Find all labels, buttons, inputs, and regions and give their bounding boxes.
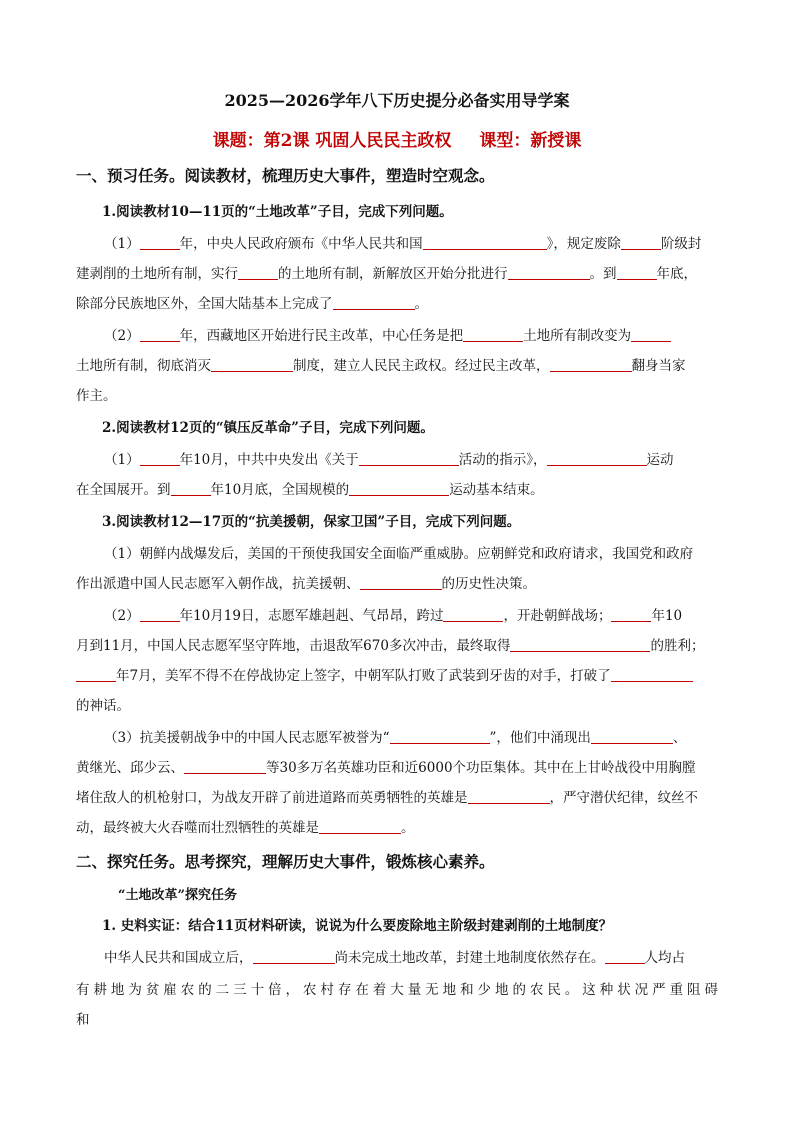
blank[interactable] [508, 265, 590, 280]
q3-p3-line4: 动，最终被大火吞噬而壮烈牺牲的英雄是 。 [76, 820, 415, 836]
sec2-line2: 有耕地为贫雇农的二三十倍，农村存在着大量无地和少地的农民。这种状况严重阻碍 [76, 982, 718, 998]
blank[interactable] [76, 667, 116, 682]
q3-title: 3.阅读教材12—17页的“抗美援朝，保家卫国”子目，完成下列问题。 [102, 514, 521, 530]
blank[interactable] [510, 637, 650, 652]
blank[interactable] [140, 451, 180, 466]
blank[interactable] [333, 295, 415, 310]
q3-p2-line4: 的神话。 [76, 698, 130, 714]
blank[interactable] [319, 819, 401, 834]
q3-p2-line1: （2） 年10月19日，志愿军雄赳赳、气昂昂，跨过 ，开赴朝鲜战场； 年10 [104, 608, 683, 624]
blank[interactable] [423, 235, 547, 250]
q2-title: 2.阅读教材12页的“镇压反革命”子目，完成下列问题。 [102, 420, 434, 436]
blank[interactable] [253, 949, 335, 964]
blank[interactable] [443, 607, 503, 622]
q1-p2-line2: 土地所有制，彻底消灭 制度，建立人民民主政权。经过民主改革， 翻身当家 [76, 358, 686, 374]
blank[interactable] [140, 327, 180, 342]
blank[interactable] [631, 327, 671, 342]
q3-p2-line2: 月到11月，中国人民志愿军坚守阵地，击退敌军670多次冲击，最终取得 的胜利； [76, 638, 705, 654]
blank[interactable] [390, 729, 490, 744]
q3-p3-line2: 黄继光、邱少云、 等30多万名英雄功臣和近6000个功臣集体。其中在上甘岭战役中用胸膛 [76, 760, 696, 776]
blank[interactable] [359, 451, 459, 466]
q3-p1-line2: 作出派遣中国人民志愿军入朝作战，抗美援朝、 的历史性决策。 [76, 576, 536, 592]
blank[interactable] [611, 607, 651, 622]
q1-p1-line3: 除部分民族地区外，全国大陆基本上完成了 。 [76, 296, 428, 312]
lesson-title: 课题：第2课 巩固人民民主政权 [212, 131, 452, 151]
blank[interactable] [605, 949, 645, 964]
sec2-line1: 中华人民共和国成立后， 尚未完成土地改革，封建土地制度依然存在。 人均占 [104, 950, 685, 966]
q1-title: 1.阅读教材10—11页的“土地改革”子目，完成下列问题。 [102, 204, 453, 220]
sec2-line3: 和 [76, 1012, 90, 1028]
doc-title: 2025—2026学年八下历史提分必备实用导学案 [224, 91, 570, 110]
q1-p1-line2: 建剥削的土地所有制，实行 的土地所有制，新解放区开始分批进行 。到 年底， [76, 266, 697, 282]
blank[interactable] [550, 357, 632, 372]
doc-subtitle [0, 126, 794, 151]
section-1-heading: 一、预习任务。阅读教材，梳理历史大事件，塑造时空观念。 [76, 166, 495, 185]
blank[interactable] [349, 481, 449, 496]
blank[interactable] [360, 575, 442, 590]
blank[interactable] [171, 481, 211, 496]
blank[interactable] [621, 235, 661, 250]
q2-line1: （1） 年10月，中共中央发出《关于 活动的指示》， 运动 [104, 452, 674, 468]
blank[interactable] [611, 667, 693, 682]
q1-p2-line1: （2） 年，西藏地区开始进行民主改革，中心任务是把 土地所有制改变为 [104, 324, 671, 344]
q1-p1-line1: （1） 年，中央人民政府颁布《中华人民共和国 》，规定废除 阶级封 [104, 236, 702, 252]
q2-line2: 在全国展开。到 年10月底，全国规模的 运动基本结束。 [76, 482, 544, 498]
sec2-subheading: “土地改革”探究任务 [118, 888, 237, 903]
blank[interactable] [547, 451, 647, 466]
sec2-q1-title: 1. 史料实证：结合11页材料研读，说说为什么要废除地主阶级封建剥削的土地制度？ [102, 918, 613, 934]
q3-p2-line3: 年7月，美军不得不在停战协定上签字，中朝军队打败了武装到牙齿的对手，打破了 [76, 664, 693, 684]
blank[interactable] [184, 759, 266, 774]
q3-p3-line3: 堵住敌人的机枪射口，为战友开辟了前进道路而英勇牺牲的英雄是 ，严守潜伏纪律，纹丝不 [76, 790, 698, 806]
q3-p1-line1: （1）朝鲜内战爆发后，美国的干预使我国安全面临严重威胁。应朝鲜党和政府请求，我国党和政府 [104, 546, 694, 562]
blank[interactable] [140, 235, 180, 250]
blank[interactable] [211, 357, 293, 372]
lesson-type: 课型：新授课 [479, 131, 582, 151]
blank[interactable] [591, 729, 673, 744]
blank[interactable] [140, 607, 180, 622]
q3-p3-line1: （3）抗美援朝战争中的中国人民志愿军被誉为“ ”，他们中涌现出 、 [104, 730, 687, 746]
blank[interactable] [617, 265, 657, 280]
blank[interactable] [463, 327, 523, 342]
blank[interactable] [238, 265, 278, 280]
section-2-heading: 二、探究任务。思考探究，理解历史大事件，锻炼核心素养。 [76, 852, 495, 871]
blank[interactable] [468, 789, 550, 804]
q1-p2-line3: 作主。 [76, 388, 117, 404]
